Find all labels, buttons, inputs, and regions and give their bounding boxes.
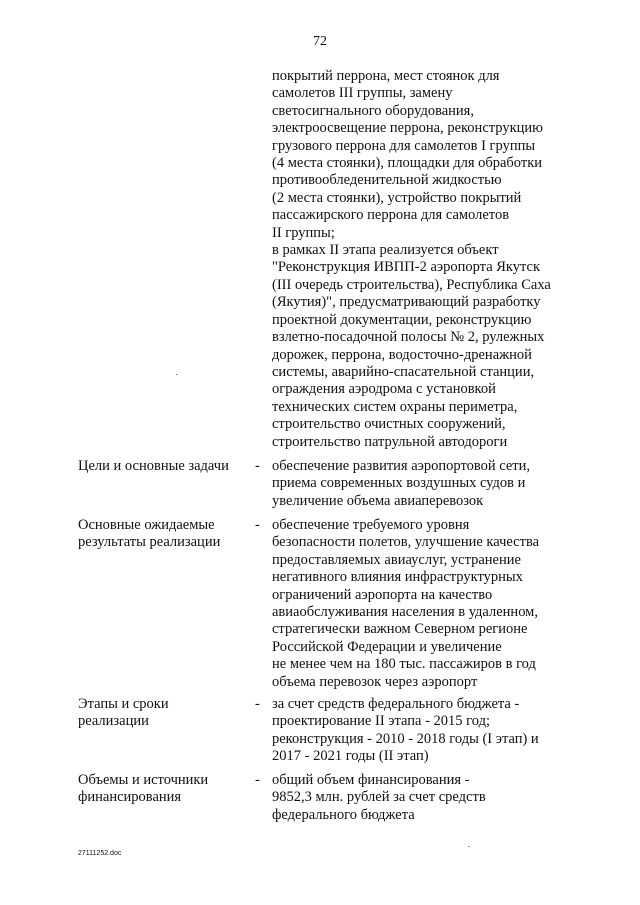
footer-filename: 27111252.doc [78,850,122,857]
scan-speck [468,846,470,847]
row-value: общий объем финансирования - 9852,3 млн. рублей за счет средств федерального бюджета [272,772,486,823]
row-value: обеспечение развития аэропортовой сети, приема современных воздушных судов и увеличение объема авиаперевозок [272,458,530,509]
page-number: 72 [313,34,327,49]
continuation-text: покрытий перрона, мест стоянок для самолетов III группы, замену светосигнального оборудования, электроосвещение перрона, реконструкцию грузового перрона для самолетов I группы (4 места стоянки), площадки для обработки противообледенительной жидкостью (2 места стоянки), устройство покрытий пассажирского перрона для самолетов II группы; в рамках II этапа реализуется объект "Реконструкция ИВПП-2 аэропорта Якутск (III очередь строительства), Республика Саха (Якутия)", предусматривающий разработку проектной документации, реконструкцию взлетно-посадочной полосы № 2, рулежных дорожек, перрона, водосточно-дренажной системы, аварийно-спасательной станции, ограждения аэродрома с установкой технических систем охраны периметра, строительство очистных сооружений, строительство патрульной автодороги [272,68,551,450]
row-dash: - [255,772,260,788]
row-label: Объемы и источники финансирования [78,772,209,806]
row-dash: - [255,696,260,712]
scan-speck [176,374,178,375]
row-dash: - [255,517,260,533]
row-value: обеспечение требуемого уровня безопасности полетов, улучшение качества предоставляемых авиауслуг, устранение негативного влияния инфраструктурных ограничений аэропорта на качество авиаобслуживания населения в удаленном, стратегически важном Северном регионе Российской Федерации и увеличение не менее чем на 180 тыс. пассажиров в год объема перевозок через аэропорт [272,517,540,690]
row-label: Основные ожидаемые результаты реализации [78,517,221,551]
row-value: за счет средств федерального бюджета - проектирование II этапа - 2015 год; реконструкция - 2010 - 2018 годы (I этап) и 2017 - 2021 годы (II этап) [272,696,539,765]
row-label: Этапы и сроки реализации [78,696,169,730]
row-label: Цели и основные задачи [78,458,229,474]
row-dash: - [255,458,260,474]
